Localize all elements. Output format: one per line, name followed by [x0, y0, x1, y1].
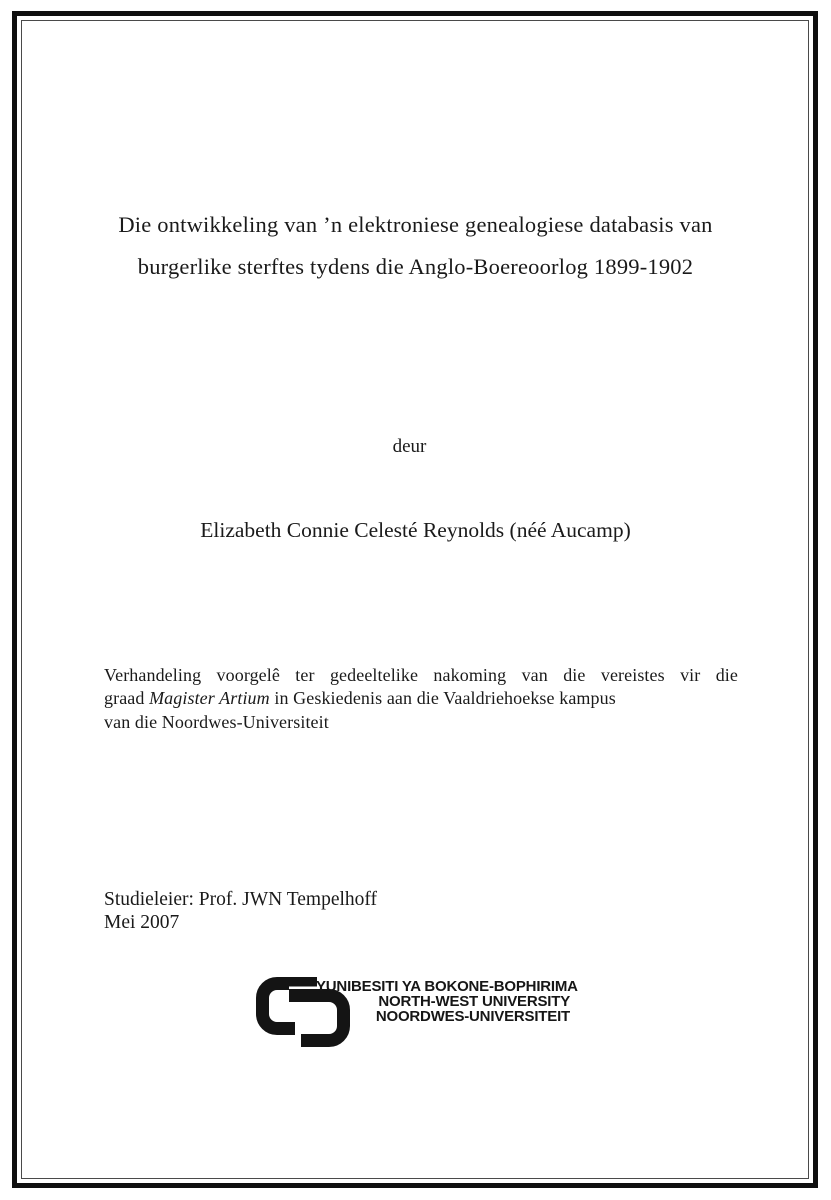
supervisor-line: Studieleier: Prof. JWN Tempelhoff: [104, 889, 378, 910]
supervisor-block: [104, 888, 377, 934]
submission-statement: [104, 664, 738, 734]
degree-name: Magister Artium: [149, 688, 270, 709]
submission-line3: van die Noordwes-Universiteit: [104, 711, 329, 732]
date-line: Mei 2007: [104, 912, 180, 933]
thesis-title-line1: Die ontwikkeling van ’n elektroniese genealogiese databasis van: [118, 212, 713, 237]
nwu-logo-line2: NORTH-WEST UNIVERSITY: [378, 993, 570, 1010]
nwu-logo-text: [316, 978, 578, 1025]
nwu-logo-line1: YUNIBESITI YA BOKONE-BOPHIRIMA: [316, 978, 578, 995]
thesis-title-line2: burgerlike sterftes tydens die Anglo-Boereoorlog 1899-1902: [137, 254, 694, 279]
page-title: [70, 204, 761, 288]
submission-line2-prefix: graad: [104, 688, 150, 709]
author-name: Elizabeth Connie Celesté Reynolds (néé Aucamp): [200, 518, 631, 542]
byline-label: deur: [392, 436, 427, 457]
submission-line1: Verhandeling voorgelê ter gedeeltelike nakoming van die vereistes vir die: [104, 665, 738, 685]
submission-line2-suffix: in Geskiedenis aan die Vaaldriehoekse kampus: [269, 688, 616, 709]
nwu-logo-line3: NOORDWES-UNIVERSITEIT: [375, 1008, 570, 1025]
nwu-logo: [255, 976, 578, 1056]
submission-line2: [104, 687, 738, 710]
